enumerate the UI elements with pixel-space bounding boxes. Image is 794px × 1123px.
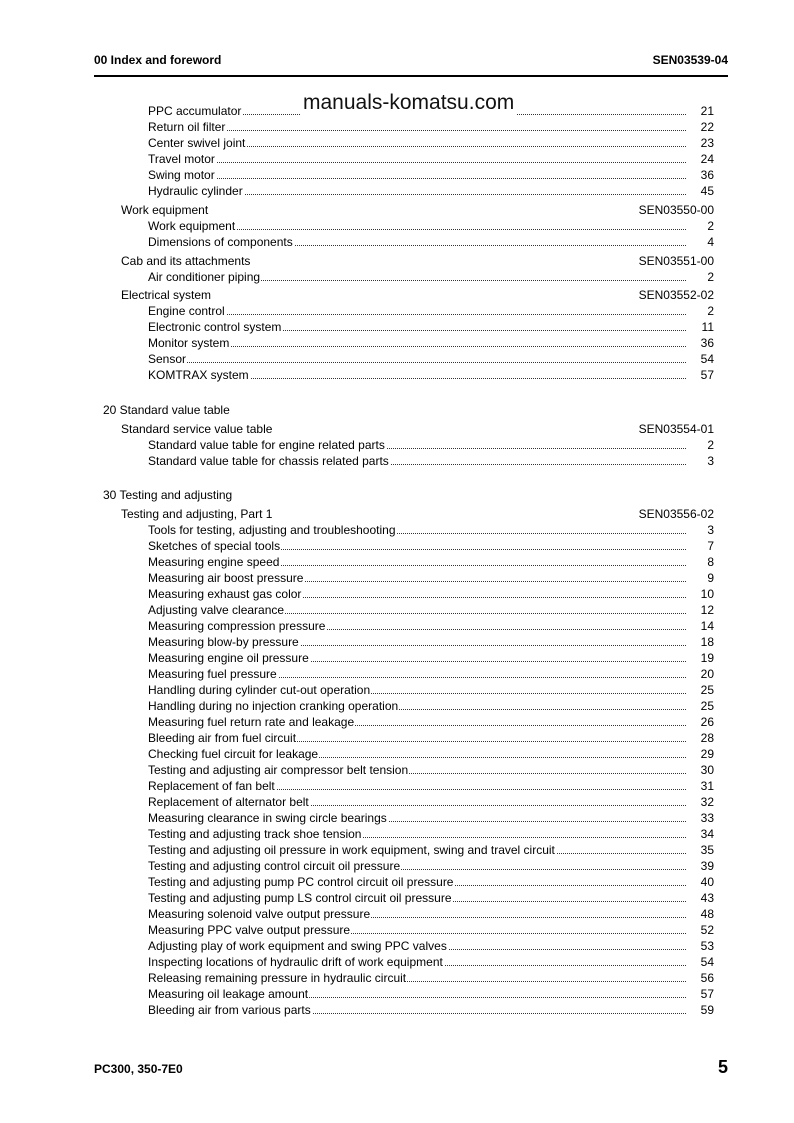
toc-entry-page: 57 <box>700 987 714 1001</box>
toc-entry[interactable] <box>148 922 714 938</box>
toc-entry[interactable] <box>148 634 714 650</box>
toc-entry-page: 54 <box>700 955 714 969</box>
page-header <box>94 53 728 73</box>
toc-entry-page: 9 <box>707 571 714 585</box>
toc-entry[interactable] <box>148 437 714 453</box>
footer-model: PC300, 350-7E0 <box>94 1062 183 1076</box>
toc-entry[interactable] <box>148 234 714 250</box>
toc-entry[interactable] <box>148 762 714 778</box>
toc-entry-page: 7 <box>707 539 714 553</box>
toc-entry-page: 2 <box>707 438 714 452</box>
toc-entry[interactable] <box>148 986 714 1002</box>
toc-entry[interactable] <box>148 826 714 842</box>
toc-entry-label: Sketches of special tools <box>148 539 281 553</box>
toc-entry-page: 12 <box>700 603 714 617</box>
toc-entry-page: 2 <box>707 270 714 284</box>
toc-entry-label: Inspecting locations of hydraulic drift of work equipment <box>148 955 443 969</box>
toc-subsection[interactable] <box>121 253 714 269</box>
toc-entry-label: Handling during cylinder cut-out operation <box>148 683 371 697</box>
toc-subsection-code: SEN03551-00 <box>638 254 714 268</box>
toc-entry-page: 8 <box>707 555 714 569</box>
toc-entry-page: 29 <box>700 747 714 761</box>
toc-entry-label: Measuring PPC valve output pressure <box>148 923 351 937</box>
toc-subsection-label: Standard service value table <box>121 422 273 436</box>
toc-entry-label: Measuring clearance in swing circle bearings <box>148 811 387 825</box>
toc-entry-label: Standard value table for engine related parts <box>148 438 385 452</box>
toc-entry-label: Measuring compression pressure <box>148 619 326 633</box>
toc-entry[interactable] <box>148 522 714 538</box>
toc-entry[interactable] <box>148 954 714 970</box>
toc-entry-label: Engine control <box>148 304 225 318</box>
toc-entry-label: Measuring fuel return rate and leakage <box>148 715 355 729</box>
toc-entry-page: 10 <box>700 587 714 601</box>
toc-entry-label: Return oil filter <box>148 120 226 134</box>
toc-entry-page: 4 <box>707 235 714 249</box>
toc-subsection-label: Testing and adjusting, Part 1 <box>121 507 273 521</box>
toc-entry[interactable] <box>148 938 714 954</box>
toc-entry-label: Hydraulic cylinder <box>148 184 243 198</box>
toc-entry-label: Replacement of alternator belt <box>148 795 309 809</box>
toc-entry-page: 48 <box>700 907 714 921</box>
toc-entry-label: Measuring engine oil pressure <box>148 651 309 665</box>
toc-entry-page: 25 <box>700 699 714 713</box>
toc-subsection[interactable] <box>121 421 714 437</box>
toc-entry-label: Measuring exhaust gas color <box>148 587 302 601</box>
toc-entry-page: 14 <box>700 619 714 633</box>
toc-entry[interactable] <box>148 858 714 874</box>
toc-entry-label: Standard value table for chassis related parts <box>148 454 389 468</box>
leader-dots <box>148 162 686 163</box>
toc-entry[interactable] <box>148 666 714 682</box>
toc-entry-page: 11 <box>701 320 714 334</box>
toc-entry-page: 23 <box>700 136 714 150</box>
toc-entry-page: 28 <box>700 731 714 745</box>
toc-entry[interactable] <box>148 778 714 794</box>
toc-entry-label: Testing and adjusting pump LS control circuit oil pressure <box>148 891 452 905</box>
toc-entry[interactable] <box>148 618 714 634</box>
toc-entry[interactable] <box>148 810 714 826</box>
toc-entry-page: 45 <box>700 184 714 198</box>
toc-entry-label: Checking fuel circuit for leakage <box>148 747 319 761</box>
toc-entry-label: Electronic control system <box>148 320 282 334</box>
toc-entry-label: Monitor system <box>148 336 230 350</box>
toc-entry-page: 25 <box>700 683 714 697</box>
toc-entry[interactable] <box>148 554 714 570</box>
toc-entry-page: 53 <box>700 939 714 953</box>
toc-entry-label: Measuring engine speed <box>148 555 280 569</box>
toc-entry[interactable] <box>148 682 714 698</box>
watermark: manuals-komatsu.com <box>300 91 517 115</box>
toc-entry-label: Measuring oil leakage amount <box>148 987 309 1001</box>
toc-subsection[interactable] <box>121 202 714 218</box>
toc-entry-label: Swing motor <box>148 168 215 182</box>
toc-entry[interactable] <box>148 135 714 151</box>
toc-entry-label: Measuring air boost pressure <box>148 571 304 585</box>
toc-subsection-code: SEN03552-02 <box>638 288 714 302</box>
toc-entry-label: Air conditioner piping <box>148 270 261 284</box>
toc-entry-page: 36 <box>700 336 714 350</box>
toc-entry[interactable] <box>148 650 714 666</box>
toc-entry-label: Testing and adjusting pump PC control circuit oil pressure <box>148 875 454 889</box>
toc-entry-page: 59 <box>700 1003 714 1017</box>
toc-chapter[interactable] <box>103 487 233 503</box>
leader-dots <box>148 130 686 131</box>
toc-entry-page: 24 <box>700 152 714 166</box>
toc-entry-page: 18 <box>700 635 714 649</box>
toc-entry-label: Sensor <box>148 352 187 366</box>
toc-entry-page: 34 <box>700 827 714 841</box>
toc-entry-page: 30 <box>700 763 714 777</box>
toc-entry[interactable] <box>148 842 714 858</box>
toc-entry-page: 32 <box>700 795 714 809</box>
toc-entry[interactable] <box>148 151 714 167</box>
toc-chapter-label: 30 Testing and adjusting <box>103 488 233 502</box>
toc-entry[interactable] <box>148 570 714 586</box>
toc-entry-label: Testing and adjusting air compressor belt tension <box>148 763 409 777</box>
toc-entry-label: Bleeding air from fuel circuit <box>148 731 297 745</box>
toc-entry-page: 33 <box>700 811 714 825</box>
toc-entry-label: Adjusting play of work equipment and swing PPC valves <box>148 939 447 953</box>
toc-subsection-label: Electrical system <box>121 288 212 302</box>
toc-entry-label: Testing and adjusting track shoe tension <box>148 827 362 841</box>
leader-dots <box>148 314 686 315</box>
toc-entry-label: Measuring solenoid valve output pressure <box>148 907 371 921</box>
toc-entry[interactable] <box>148 167 714 183</box>
toc-entry[interactable] <box>148 970 714 986</box>
toc-subsection[interactable] <box>121 506 714 522</box>
toc-entry-page: 35 <box>700 843 714 857</box>
toc-entry-label: Center swivel joint <box>148 136 246 150</box>
toc-entry-label: Releasing remaining pressure in hydraulic circuit <box>148 971 407 985</box>
toc-entry-label: Testing and adjusting oil pressure in work equipment, swing and travel circuit <box>148 843 555 857</box>
toc-entry[interactable] <box>148 538 714 554</box>
toc-entry[interactable] <box>148 698 714 714</box>
toc-entry-page: 43 <box>700 891 714 905</box>
toc-subsection-label: Cab and its attachments <box>121 254 251 268</box>
toc-entry[interactable] <box>148 453 714 469</box>
toc-entry[interactable] <box>148 335 714 351</box>
document-code: SEN03539-04 <box>652 53 728 67</box>
toc-entry-page: 22 <box>700 120 714 134</box>
toc-subsection-code: SEN03556-02 <box>638 507 714 521</box>
toc-subsection-code: SEN03554-01 <box>638 422 714 436</box>
toc-entry-page: 31 <box>700 779 714 793</box>
toc-entry-page: 20 <box>700 667 714 681</box>
toc-entry-label: Dimensions of components <box>148 235 293 249</box>
toc-subsection-code: SEN03550-00 <box>638 203 714 217</box>
leader-dots <box>148 362 686 363</box>
toc-entry-label: Measuring fuel pressure <box>148 667 277 681</box>
toc-entry[interactable] <box>148 1002 714 1018</box>
toc-entry-page: 57 <box>700 368 714 382</box>
header-rule <box>94 75 728 77</box>
toc-entry[interactable] <box>148 303 714 319</box>
toc-entry[interactable] <box>148 586 714 602</box>
toc-entry-label: Testing and adjusting control circuit oil pressure <box>148 859 401 873</box>
toc-entry-page: 19 <box>700 651 714 665</box>
toc-entry-page: 54 <box>700 352 714 366</box>
toc-entry-label: Adjusting valve clearance <box>148 603 285 617</box>
toc-entry-label: Tools for testing, adjusting and troubleshooting <box>148 523 396 537</box>
toc-entry-label: Handling during no injection cranking operation <box>148 699 399 713</box>
section-title: 00 Index and foreword <box>94 53 222 67</box>
toc-entry[interactable] <box>148 218 714 234</box>
toc-entry[interactable] <box>148 906 714 922</box>
toc-entry[interactable] <box>148 319 714 335</box>
toc-entry[interactable] <box>148 183 714 199</box>
toc-entry-page: 2 <box>707 304 714 318</box>
toc-entry[interactable] <box>148 714 714 730</box>
toc-entry-page: 21 <box>700 104 714 118</box>
toc-entry[interactable] <box>148 890 714 906</box>
toc-entry-page: 2 <box>707 219 714 233</box>
toc-entry-label: KOMTRAX system <box>148 368 249 382</box>
toc-entry[interactable] <box>148 746 714 762</box>
toc-entry-label: Work equipment <box>148 219 236 233</box>
toc-entry-page: 3 <box>707 523 714 537</box>
toc-entry-label: PPC accumulator <box>148 104 242 118</box>
toc-entry-page: 39 <box>700 859 714 873</box>
toc-entry-page: 52 <box>700 923 714 937</box>
toc-entry-label: Bleeding air from various parts <box>148 1003 311 1017</box>
toc-subsection[interactable] <box>121 287 714 303</box>
toc-entry-page: 3 <box>707 454 714 468</box>
toc-entry-label: Measuring blow-by pressure <box>148 635 299 649</box>
toc-entry[interactable] <box>148 874 714 890</box>
toc-subsection-label: Work equipment <box>121 203 209 217</box>
toc-entry[interactable] <box>148 602 714 618</box>
toc-entry-page: 40 <box>700 875 714 889</box>
toc-entry-page: 56 <box>700 971 714 985</box>
toc-entry[interactable] <box>148 730 714 746</box>
toc-chapter-label: 20 Standard value table <box>103 403 230 417</box>
footer-page-number: 5 <box>717 1057 728 1077</box>
leader-dots <box>148 178 686 179</box>
toc-entry-label: Replacement of fan belt <box>148 779 275 793</box>
toc-chapter[interactable] <box>103 402 231 418</box>
toc-entry[interactable] <box>148 351 714 367</box>
toc-entry[interactable] <box>148 269 714 285</box>
toc-entry-page: 36 <box>700 168 714 182</box>
toc-entry[interactable] <box>148 367 714 383</box>
toc-entry-label: Travel motor <box>148 152 215 166</box>
toc-entry-page: 26 <box>700 715 714 729</box>
toc-entry[interactable] <box>148 119 714 135</box>
toc-entry[interactable] <box>148 794 714 810</box>
